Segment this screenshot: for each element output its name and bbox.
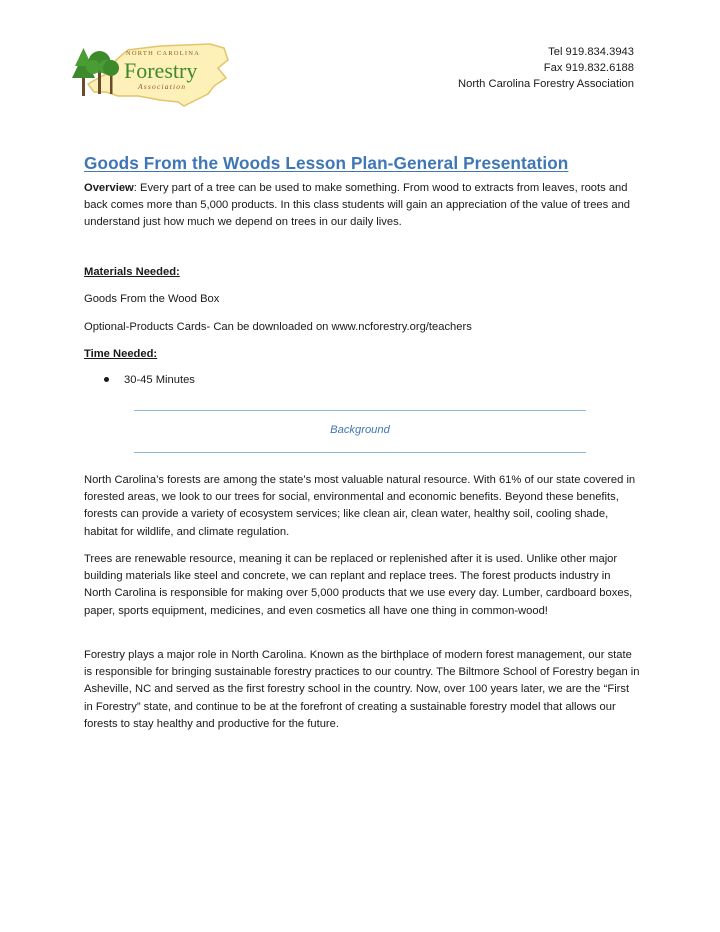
contact-fax: Fax 919.832.6188 bbox=[543, 62, 634, 74]
background-label: Background bbox=[330, 424, 390, 436]
contact-org: North Carolina Forestry Association bbox=[458, 78, 634, 90]
nc-map-logo-graphic bbox=[68, 38, 238, 110]
material-item: Goods From the Wood Box bbox=[84, 293, 220, 305]
paragraph-text: Trees are renewable resource, meaning it can be replaced or replenished after it is used. Unlike other major building materials like steel and concrete, we can replant and replace trees. The forest products industry in North Carolina is responsible for making over 5,000 products that we use every day. Lumber, cardboard boxes, paper, sports equipment, medicines, and even cosmetics all have one thing in common-wood! bbox=[84, 553, 633, 617]
material-item: Optional-Products Cards- Can be downloaded on www.ncforestry.org/teachers bbox=[84, 321, 472, 333]
time-needed-item bbox=[104, 374, 195, 386]
logo-org-line: NORTH CAROLINA bbox=[126, 50, 201, 57]
document-title: Goods From the Woods Lesson Plan-General Presentation bbox=[84, 153, 569, 173]
bullet-icon bbox=[104, 377, 109, 382]
overview-paragraph bbox=[84, 180, 640, 232]
divider-bottom bbox=[134, 452, 586, 453]
logo-wordmark: Forestry bbox=[124, 58, 198, 83]
body-paragraph bbox=[84, 551, 640, 620]
contact-tel: Tel 919.834.3943 bbox=[548, 46, 634, 58]
divider-top bbox=[134, 410, 586, 411]
time-needed-heading: Time Needed: bbox=[84, 348, 158, 360]
nc-forestry-association-logo bbox=[68, 38, 238, 110]
logo-subline: Association bbox=[138, 82, 187, 91]
body-paragraph bbox=[84, 472, 640, 541]
overview-text: : Every part of a tree can be used to make something. From wood to extracts from leaves, roots and back comes more than 5,000 products. In this class students will gain an appreciation of the value of trees and understand just how much we depend on trees in our daily lives. bbox=[84, 182, 631, 229]
time-needed-text: 30-45 Minutes bbox=[124, 374, 195, 386]
materials-heading: Materials Needed: bbox=[84, 266, 180, 278]
contact-block bbox=[458, 44, 634, 92]
paragraph-text: Forestry plays a major role in North Carolina. Known as the birthplace of modern forest management, our state is responsible for bringing sustainable forestry practices to our country. The Biltmore School of Forestry began in Asheville, NC and served as the first forestry school in the country. Now, over 100 years later, we are the “First in Forestry” state, and continue to be at the forefront of creating a sustainable forestry model that allows our forests to stay healthy and productive for the future. bbox=[84, 649, 640, 730]
overview-label: Overview bbox=[84, 182, 134, 194]
body-paragraph bbox=[84, 647, 640, 733]
paragraph-text: North Carolina’s forests are among the state’s most valuable natural resource. With 61% of our state covered in forested areas, we look to our trees for social, environmental and economic benefits. Beyond these benefits, forests can provide a variety of ecosystem services; like clean air, clean water, healthy soil, cooling shade, habitat for wildlife, and climate regulation. bbox=[84, 474, 636, 538]
